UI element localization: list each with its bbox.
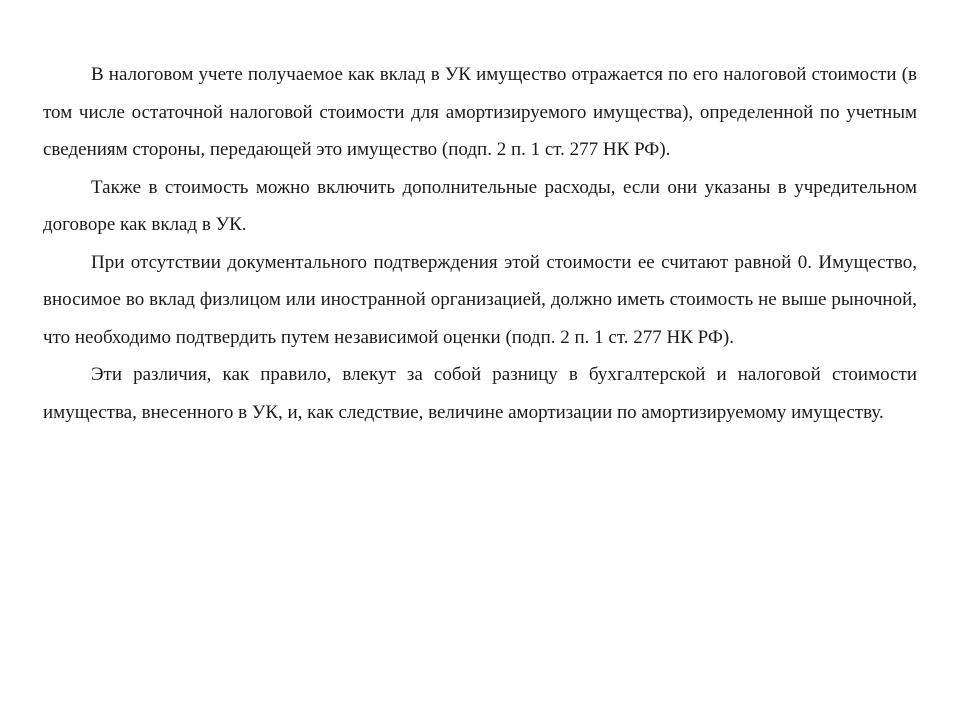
paragraph-tax-value: В налоговом учете получаемое как вклад в УК имущество отражается по его налоговой стоимости (в том числе остаточной налоговой стоимости для амортизируемого имущества), определенной по учетным сведениям стороны, передающей это имущество (подп. 2 п. 1 ст. 277 НК РФ). <box>43 64 917 160</box>
document-body <box>43 56 917 431</box>
paragraph-differences: Эти различия, как правило, влекут за собой разницу в бухгалтерской и налоговой стоимости имущества, внесенного в УК, и, как следствие, величине амортизации по амортизируемому имуществу. <box>43 364 917 423</box>
paragraph-additional-costs: Также в стоимость можно включить дополнительные расходы, если они указаны в учредительном договоре как вклад в УК. <box>43 176 917 235</box>
paragraph-no-documentation: При отсутствии документального подтверждения этой стоимости ее считают равной 0. Имущество, вносимое во вклад физлицом или иностранной организацией, должно иметь стоимость не выше рыночной, что необходимо подтвердить путем независимой оценки (подп. 2 п. 1 ст. 277 НК РФ). <box>43 251 917 348</box>
